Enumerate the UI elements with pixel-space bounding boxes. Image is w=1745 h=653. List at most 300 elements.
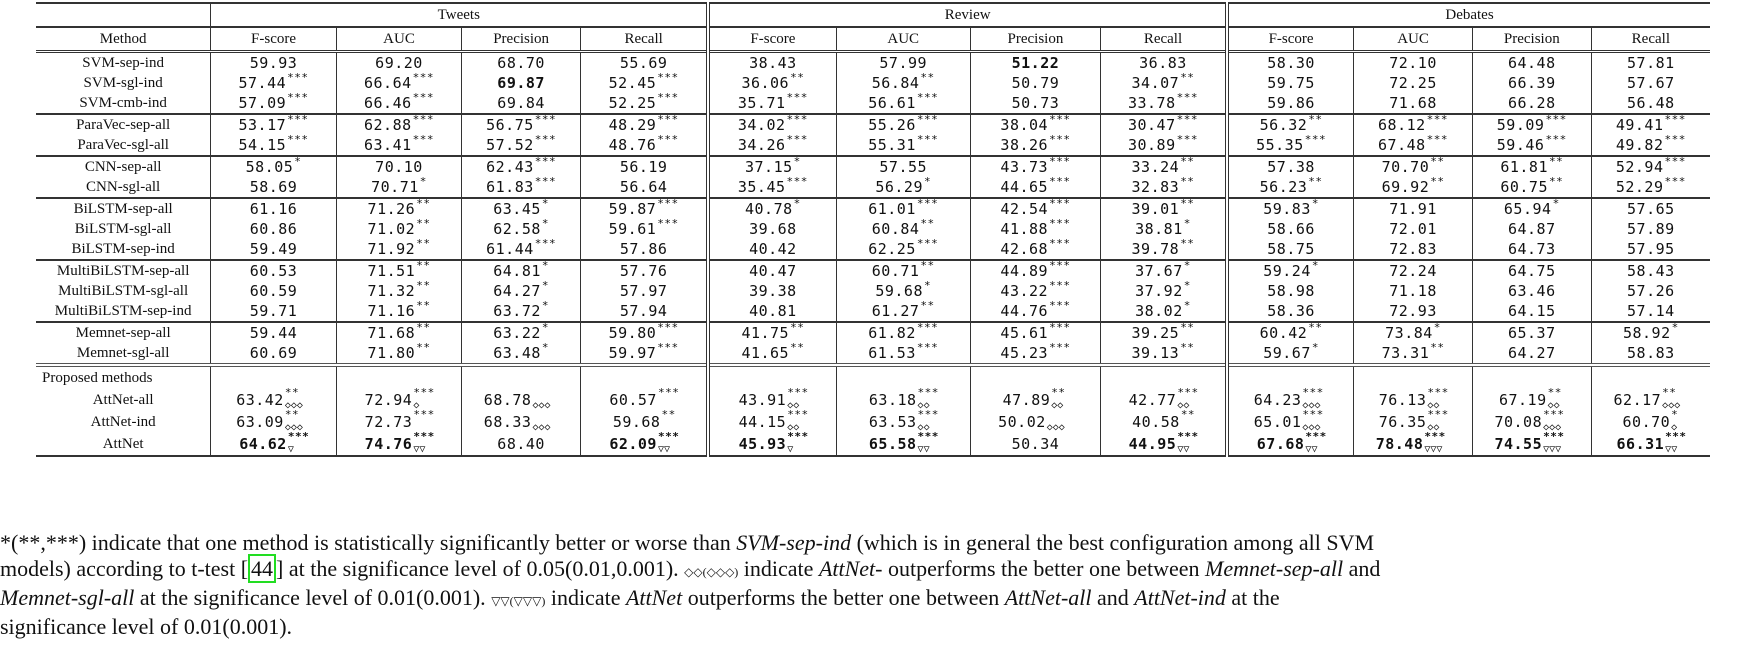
metric-value: 35.71	[737, 94, 786, 112]
metric-value: 33.24	[1131, 158, 1180, 176]
metric-value: 59.67	[1263, 344, 1311, 362]
metric-cell	[970, 411, 1100, 433]
metric-header: F-score	[708, 27, 836, 52]
proposed-methods-label: Proposed methods	[36, 365, 211, 389]
metric-value: 37.67	[1135, 262, 1183, 280]
table-row	[36, 219, 1710, 239]
significance-stars: ***	[787, 430, 809, 443]
method-name: MultiBiLSTM-sep-all	[36, 260, 211, 281]
metric-cell	[708, 198, 836, 219]
caption-text: and	[1343, 556, 1381, 581]
significance-stars: ***	[1305, 430, 1327, 443]
significance-stars: ***	[916, 133, 939, 146]
metric-cell	[1227, 281, 1354, 301]
empty-cell	[581, 365, 709, 389]
caption-text: indicate	[738, 556, 819, 581]
caption-line-2	[0, 556, 1745, 585]
metric-value: 40.78	[745, 200, 793, 218]
metric-cell	[336, 135, 461, 156]
metric-cell	[1100, 198, 1227, 219]
significance-stars: ***	[1426, 113, 1449, 126]
significance-stars: **	[1547, 386, 1562, 399]
metric-value: 67.48	[1378, 136, 1426, 154]
metric-value: 59.71	[249, 302, 298, 320]
metric-cell	[581, 52, 709, 74]
metric-cell	[1354, 260, 1473, 281]
group-review: Review	[708, 3, 1227, 27]
metric-cell	[1100, 177, 1227, 198]
significance-stars: ***	[287, 91, 309, 104]
metric-value: 34.26	[737, 136, 786, 154]
metric-cell	[1472, 52, 1591, 74]
metric-value: 64.27	[1507, 344, 1556, 362]
metric-value: 70.70	[1381, 158, 1430, 176]
metric-cell	[836, 430, 970, 456]
metric-value: 38.81	[1135, 220, 1183, 238]
metric-cell	[211, 73, 336, 93]
significance-stars: *	[1183, 299, 1191, 312]
metric-value: 61.81	[1500, 158, 1548, 176]
metric-value: 59.75	[1267, 74, 1315, 92]
significance-stars: **	[1549, 175, 1564, 188]
significance-stars: *	[1671, 321, 1679, 334]
method-name: SVM-sgl-ind	[83, 75, 163, 91]
metric-value: 58.75	[1267, 240, 1315, 258]
metric-value: 59.80	[608, 324, 657, 342]
metric-cell	[462, 198, 581, 219]
metric-value: 72.24	[1389, 262, 1437, 280]
significance-stars: ***	[787, 386, 809, 399]
empty-cell	[1227, 365, 1354, 389]
significance-stars: ***	[657, 430, 680, 443]
metric-cell	[708, 301, 836, 322]
metric-cell	[581, 135, 709, 156]
empty-cell	[970, 365, 1100, 389]
caption-text: outperforms the better one between	[882, 556, 1206, 581]
metric-cell	[1227, 301, 1354, 322]
metric-cell	[1354, 239, 1473, 260]
metric-cell	[836, 301, 970, 322]
metric-cell	[1472, 156, 1591, 177]
metric-value: 67.19	[1498, 391, 1547, 409]
metric-value: 58.92	[1622, 324, 1671, 342]
metric-cell	[836, 386, 970, 411]
significance-stars: ***	[1664, 155, 1686, 168]
metric-cell	[836, 114, 970, 135]
metric-value: 76.35	[1378, 413, 1427, 431]
metric-cell	[211, 408, 336, 433]
metric-cell	[336, 73, 461, 93]
significance-stars: **	[416, 279, 431, 292]
empty-cell	[1354, 365, 1473, 389]
metric-cell	[1472, 177, 1591, 198]
metric-cell	[1354, 322, 1473, 343]
metric-value: 59.09	[1496, 116, 1545, 134]
metric-value: 58.83	[1627, 344, 1675, 362]
diamond-marker-icon: ◇◇◇	[284, 422, 303, 433]
method-name: SVM-sep-ind	[82, 55, 164, 71]
metric-cell	[708, 281, 836, 301]
diamond-marker-icon: ◇◇◇	[284, 400, 303, 411]
diamond-marker-icon: ◇◇◇	[532, 400, 551, 411]
metric-cell	[970, 52, 1100, 74]
metric-value: 62.09	[609, 435, 657, 453]
metric-value: 61.01	[868, 200, 916, 218]
metric-value: 40.58	[1132, 413, 1180, 431]
triangle-marker-icon: ▽▽	[413, 444, 426, 455]
table-row	[36, 343, 1710, 365]
metric-cell	[462, 389, 581, 411]
caption-method-name: Memnet-sgl-all	[0, 585, 135, 610]
significance-stars: *	[793, 155, 801, 168]
metric-value: 65.01	[1253, 413, 1302, 431]
significance-stars: ***	[1049, 133, 1071, 146]
metric-cell	[708, 114, 836, 135]
metric-value: 42.77	[1128, 391, 1177, 409]
metric-value: 57.38	[1267, 158, 1315, 176]
significance-stars: **	[1308, 321, 1323, 334]
significance-stars: ***	[287, 430, 310, 443]
metric-value: 66.28	[1507, 94, 1556, 112]
triangle-symbols: ▽▽(▽▽▽)	[491, 594, 546, 608]
significance-stars: ***	[787, 408, 809, 421]
significance-stars: ***	[1543, 408, 1565, 421]
caption-text: at the significance level of 0.01(0.001).	[134, 585, 492, 610]
metric-cell	[211, 135, 336, 156]
metric-value: 57.94	[619, 302, 668, 320]
metric-value: 56.32	[1259, 116, 1308, 134]
metric-value: 58.05	[245, 158, 294, 176]
metric-value: 63.53	[868, 413, 917, 431]
triangle-marker-icon: ▽▽	[1665, 444, 1678, 455]
metric-cell	[462, 343, 581, 365]
metric-value: 36.83	[1139, 54, 1187, 72]
metric-value: 63.48	[493, 344, 541, 362]
metric-cell	[1227, 52, 1354, 74]
significance-stars: **	[790, 321, 805, 334]
metric-value: 60.75	[1500, 178, 1548, 196]
significance-stars: *	[1183, 259, 1191, 272]
significance-stars: ***	[534, 175, 557, 188]
significance-stars: **	[1308, 113, 1323, 126]
significance-stars: ***	[786, 133, 808, 146]
significance-stars: ***	[1049, 155, 1071, 168]
significance-stars: ***	[1424, 430, 1446, 443]
metric-value: 61.53	[868, 344, 916, 362]
metric-cell	[1100, 281, 1227, 301]
metric-value: 39.13	[1131, 344, 1180, 362]
metric-cell	[1472, 93, 1591, 114]
metric-value: 44.95	[1128, 435, 1177, 453]
metric-value: 41.75	[741, 324, 790, 342]
metric-value: 37.15	[745, 158, 793, 176]
metric-value: 64.48	[1507, 54, 1556, 72]
method-name: Memnet-sep-all	[36, 322, 211, 343]
metric-value: 66.39	[1507, 74, 1556, 92]
significance-stars: ***	[1302, 408, 1324, 421]
metric-cell	[336, 260, 461, 281]
metric-value: 78.48	[1375, 435, 1424, 453]
diamond-marker-icon: ◇◇	[1427, 422, 1440, 433]
metric-value: 71.18	[1389, 282, 1437, 300]
metric-cell	[708, 177, 836, 198]
significance-stars: **	[1180, 341, 1195, 354]
diamond-marker-icon: ◇◇◇	[1662, 400, 1681, 411]
metric-value: 58.36	[1267, 302, 1315, 320]
group-tweets: Tweets	[211, 3, 709, 27]
metric-value: 71.91	[1389, 200, 1437, 218]
table-row-proposed	[36, 433, 1710, 456]
metric-cell	[336, 198, 461, 219]
metric-cell	[708, 52, 836, 74]
metric-cell	[836, 343, 970, 365]
significance-stars: ***	[1177, 430, 1199, 443]
metric-value: 62.25	[868, 240, 916, 258]
metric-cell	[1100, 73, 1227, 93]
significance-stars: **	[1180, 197, 1195, 210]
metric-value: 50.34	[1011, 435, 1060, 453]
metric-value: 55.35	[1256, 136, 1304, 154]
metric-cell	[836, 239, 970, 260]
significance-stars: **	[416, 217, 431, 230]
metric-value: 57.99	[879, 54, 928, 72]
significance-stars: ***	[916, 341, 939, 354]
metric-cell	[211, 177, 336, 198]
citation-link[interactable]: 44	[248, 554, 276, 583]
metric-value: 39.38	[749, 282, 797, 300]
metric-value: 64.62	[239, 435, 287, 453]
triangle-marker-icon: ▽▽	[1305, 444, 1318, 455]
metric-value: 62.58	[493, 220, 541, 238]
metric-header: Recall	[1100, 27, 1227, 52]
metric-value: 71.16	[367, 302, 416, 320]
significance-stars: **	[1430, 155, 1445, 168]
metric-cell	[1354, 177, 1473, 198]
metric-cell	[836, 93, 970, 114]
metric-cell	[836, 135, 970, 156]
metric-cell	[1591, 177, 1710, 198]
caption-method-name: AttNet	[625, 585, 683, 610]
metric-cell	[581, 386, 709, 411]
metric-value: 71.68	[1389, 94, 1437, 112]
metric-value: 38.02	[1135, 302, 1183, 320]
metric-cell	[336, 322, 461, 343]
metric-cell	[1227, 177, 1354, 198]
metric-cell	[581, 177, 709, 198]
significance-stars: *	[541, 197, 550, 210]
significance-stars: ***	[412, 71, 435, 84]
method-name: CNN-sgl-all	[86, 179, 161, 195]
metric-value: 30.47	[1127, 116, 1176, 134]
metric-cell	[836, 52, 970, 74]
metric-value: 52.25	[608, 94, 657, 112]
significance-stars: **	[920, 217, 935, 230]
significance-stars: ***	[287, 133, 309, 146]
metric-value: 55.26	[868, 116, 916, 134]
metric-value: 72.83	[1389, 240, 1437, 258]
diamond-marker-icon: ◇◇◇	[1302, 400, 1321, 411]
metric-value: 60.84	[871, 220, 920, 238]
metric-value: 59.87	[608, 200, 657, 218]
metric-cell	[1100, 93, 1227, 114]
metric-cell	[462, 322, 581, 343]
metric-value: 64.15	[1507, 302, 1556, 320]
metric-cell	[1354, 52, 1473, 74]
significance-stars: ***	[1426, 133, 1449, 146]
table-row	[36, 93, 1710, 114]
metric-value: 56.61	[868, 94, 916, 112]
metric-value: 36.06	[741, 74, 790, 92]
metric-value: 65.37	[1507, 324, 1556, 342]
metric-value: 49.82	[1615, 136, 1664, 154]
metric-value: 40.42	[749, 240, 797, 258]
significance-stars: ***	[1049, 259, 1071, 272]
metric-cell	[581, 343, 709, 365]
metric-cell	[708, 430, 836, 456]
metric-cell	[211, 386, 336, 411]
method-name: ParaVec-sep-all	[36, 114, 211, 135]
results-table	[36, 2, 1710, 457]
significance-stars: ***	[786, 113, 808, 126]
significance-stars: *	[1183, 217, 1191, 230]
metric-cell	[1100, 52, 1227, 74]
metric-cell	[708, 322, 836, 343]
significance-stars: *	[541, 341, 550, 354]
significance-stars: **	[920, 299, 935, 312]
method-name: AttNet-ind	[90, 414, 156, 430]
table-row	[36, 177, 1710, 198]
significance-stars: **	[1180, 71, 1195, 84]
metric-value: 59.83	[1263, 200, 1311, 218]
significance-stars: ***	[916, 91, 939, 104]
metric-value: 59.24	[1263, 262, 1311, 280]
metric-cell	[1591, 408, 1710, 433]
metric-value: 56.23	[1259, 178, 1308, 196]
metric-cell	[1354, 135, 1473, 156]
metric-cell	[211, 114, 336, 135]
table-caption	[0, 530, 1745, 640]
metric-cell	[1591, 52, 1710, 74]
significance-stars: ***	[1049, 237, 1071, 250]
metric-value: 61.82	[868, 324, 916, 342]
metric-value: 59.61	[608, 220, 657, 238]
metric-cell	[581, 281, 709, 301]
significance-stars: **	[1662, 386, 1677, 399]
metric-cell	[462, 156, 581, 177]
metric-value: 71.26	[367, 200, 416, 218]
metric-cell	[336, 219, 461, 239]
metric-cell	[336, 52, 461, 74]
metric-value: 50.73	[1011, 94, 1060, 112]
significance-stars: ***	[916, 113, 939, 126]
metric-header: Precision	[462, 27, 581, 52]
metric-value: 68.40	[497, 435, 545, 453]
metric-value: 61.27	[871, 302, 920, 320]
metric-value: 44.76	[1000, 302, 1049, 320]
significance-stars: ***	[1545, 133, 1567, 146]
metric-cell	[1354, 73, 1473, 93]
method-name: BiLSTM-sep-all	[36, 198, 211, 219]
metric-cell	[1100, 408, 1227, 433]
metric-value: 66.31	[1616, 435, 1665, 453]
metric-cell	[336, 343, 461, 365]
caption-method-name: Memnet-sep-all	[1205, 556, 1344, 581]
empty-cell	[836, 365, 970, 389]
significance-stars: ***	[534, 113, 557, 126]
metric-cell	[211, 93, 336, 114]
metric-value: 56.29	[875, 178, 923, 196]
significance-stars: ***	[1664, 133, 1686, 146]
metric-value: 38.26	[1000, 136, 1049, 154]
metric-cell	[1591, 73, 1710, 93]
metric-cell	[1227, 73, 1354, 93]
metric-value: 56.84	[871, 74, 920, 92]
metric-cell	[211, 198, 336, 219]
metric-value: 60.71	[871, 262, 920, 280]
empty-cell	[1591, 365, 1710, 389]
metric-cell	[1227, 322, 1354, 343]
metric-cell	[336, 156, 461, 177]
diamond-marker-icon: ◇	[413, 400, 420, 411]
metric-cell	[970, 433, 1100, 456]
metric-cell	[708, 219, 836, 239]
metric-value: 57.95	[1627, 240, 1675, 258]
diamond-marker-icon: ◇	[1671, 422, 1678, 433]
metric-cell	[211, 343, 336, 365]
empty-corner	[36, 3, 211, 27]
metric-cell	[1227, 386, 1354, 411]
significance-stars: ***	[1177, 386, 1199, 399]
metric-value: 60.86	[249, 220, 298, 238]
metric-value: 74.55	[1494, 435, 1543, 453]
metric-cell	[1227, 408, 1354, 433]
metric-value: 57.81	[1627, 54, 1675, 72]
metric-value: 72.01	[1389, 220, 1437, 238]
metric-cell	[1472, 260, 1591, 281]
metric-cell	[970, 114, 1100, 135]
triangle-marker-icon: ▽▽	[657, 444, 671, 455]
metric-cell	[581, 322, 709, 343]
metric-value: 59.46	[1496, 136, 1545, 154]
significance-stars: **	[416, 259, 431, 272]
metric-cell	[836, 156, 970, 177]
metric-header: AUC	[1354, 27, 1473, 52]
metric-value: 30.89	[1127, 136, 1176, 154]
triangle-marker-icon: ▽	[287, 444, 294, 455]
metric-cell	[336, 301, 461, 322]
empty-cell	[1100, 365, 1227, 389]
method-header: Method	[36, 27, 211, 52]
metric-cell	[1354, 430, 1473, 456]
metric-value: 61.16	[249, 200, 298, 218]
significance-stars: ***	[657, 133, 679, 146]
metric-value: 71.32	[367, 282, 416, 300]
significance-stars: *	[294, 155, 302, 168]
metric-cell	[1227, 343, 1354, 365]
metric-cell	[1354, 386, 1473, 411]
significance-stars: *	[1311, 197, 1319, 210]
significance-stars: **	[790, 71, 805, 84]
significance-stars: **	[284, 386, 300, 399]
empty-cell	[462, 365, 581, 389]
metric-value: 71.02	[367, 220, 416, 238]
metric-cell	[1591, 93, 1710, 114]
metric-value: 72.94	[364, 391, 413, 409]
caption-text: and	[1091, 585, 1135, 610]
metric-value: 59.44	[249, 324, 298, 342]
metric-value: 60.59	[249, 282, 298, 300]
significance-stars: **	[1430, 341, 1445, 354]
